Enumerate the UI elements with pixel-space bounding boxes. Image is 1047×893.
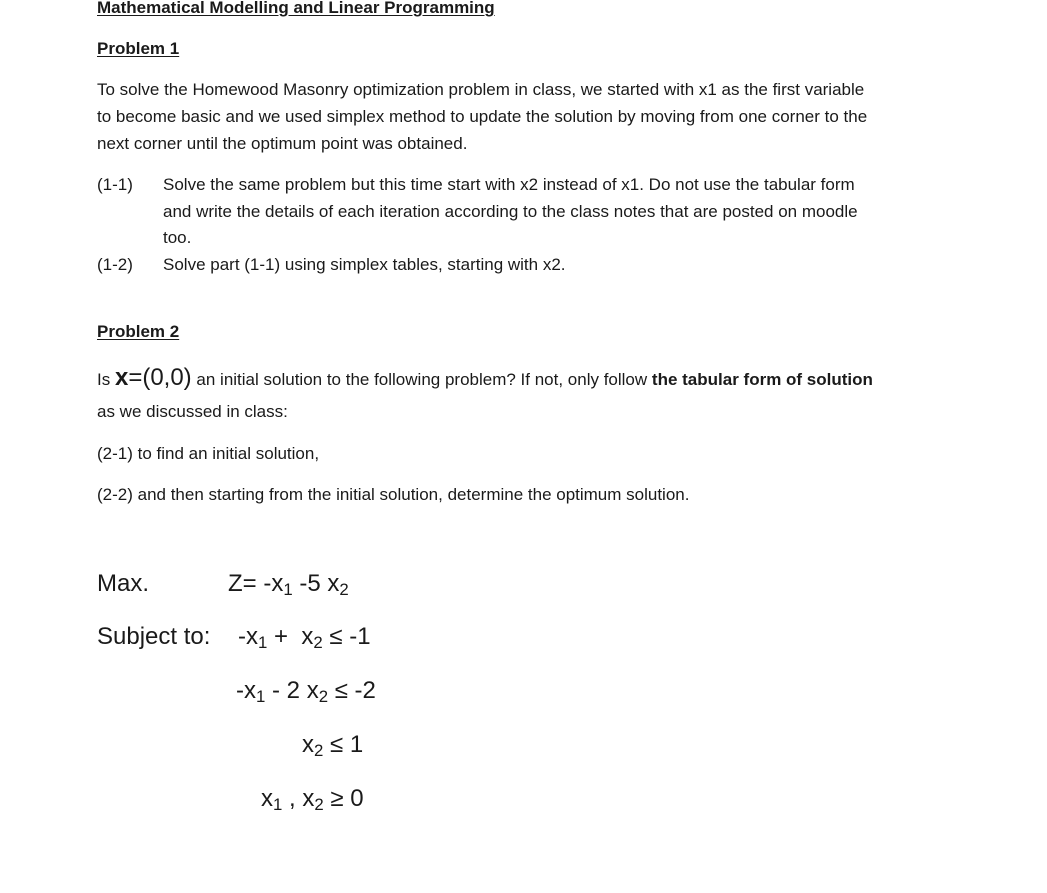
problem-1-intro [97, 76, 867, 157]
problem-2-question [97, 364, 873, 392]
constraint-1: $-x_1 + x_2 \le -1$ [238, 623, 371, 653]
part-1-2-text [163, 252, 566, 279]
nonnegativity-constraint: $x_1$ , $x_2 \ge 0$ [261, 785, 364, 815]
question-is: Is [97, 370, 115, 389]
part-line: and write the details of each iteration according to the class notes that are posted on moodle [163, 201, 858, 221]
intro-line: To solve the Homewood Masonry optimization problem in class, we started with x1 as the first variable [97, 80, 865, 99]
question-line-2: as we discussed in class: [97, 402, 288, 421]
part-2-1-text: (2-1) to find an initial solution, [97, 444, 320, 463]
part-2-2-text: (2-2) and then starting from the initial solution, determine the optimum solution. [97, 485, 690, 504]
objective-function: $Z= -x_1$ -5 $x_2$ [228, 570, 349, 600]
vector-x: x [114, 364, 129, 391]
problem-2-heading: Problem 2 [97, 322, 180, 341]
intro-line: to become basic and we used simplex method to update the solution by moving from one corner to the [97, 107, 868, 126]
part-line: Solve the same problem but this time start with x2 instead of x1. Do not use the tabular form [163, 175, 855, 194]
constraint-2: $-x_1 - 2$ $x_2 \le -2$ [236, 677, 376, 707]
problem-1-heading: Problem 1 [97, 39, 180, 58]
part-1-1-number: (1-1) [97, 175, 133, 194]
part-line: too. [163, 228, 192, 247]
intro-line: next corner until the optimum point was obtained. [97, 134, 468, 153]
subject-to-label: Subject to: [97, 623, 211, 650]
part-1-1-text [163, 172, 858, 252]
document-title: Mathematical Modelling and Linear Programming [97, 0, 495, 17]
constraint-3: $x_2 \le 1$ [302, 731, 364, 761]
question-mid: an initial solution to the following problem? If not, only follow [191, 370, 652, 389]
vector-value: =(0,0) [128, 364, 192, 391]
part-line: Solve part (1-1) using simplex tables, starting with x2. [163, 255, 566, 274]
max-label: Max. [97, 570, 150, 597]
question-bold-phrase: the tabular form of solution [651, 370, 873, 389]
part-1-2-number: (1-2) [97, 255, 133, 274]
